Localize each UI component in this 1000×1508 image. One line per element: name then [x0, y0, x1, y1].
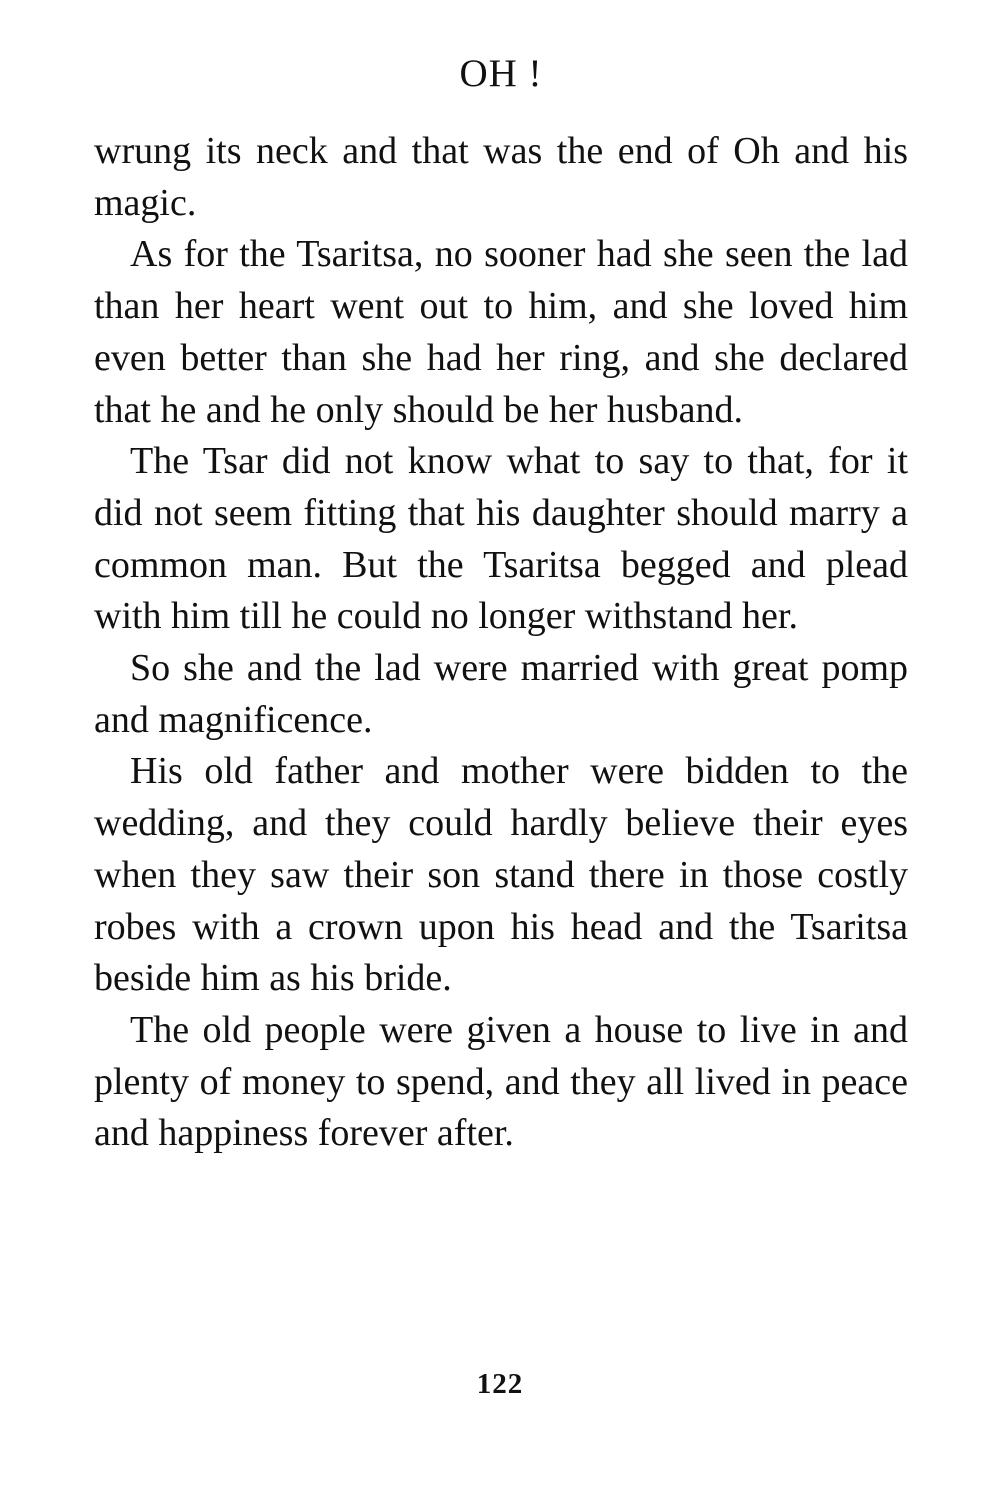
paragraph: So she and the lad were married with great pomp and magnificence.	[94, 647, 908, 741]
paragraph: The old people were given a house to live in and plenty of money to spend, and they all lived in peace and happiness forever after.	[94, 1008, 908, 1155]
paragraph-continued: wrung its neck and that was the end of Oh and his magic.	[94, 130, 908, 224]
paragraph: As for the Tsaritsa, no sooner had she seen the lad than her heart went out to him, and she loved him even better than she had her ring, and she declared that he and he only should be her husband.	[94, 233, 908, 431]
page-number: 122	[476, 1368, 524, 1400]
body-text	[94, 126, 908, 1160]
book-page	[94, 48, 908, 1160]
running-head: OH !	[459, 52, 543, 95]
paragraph: The Tsar did not know what to say to that, for it did not seem fitting that his daughter should marry a common man. But the Tsaritsa begged and plead with him till he could no longer withstand her.	[94, 440, 908, 638]
paragraph: His old father and mother were bidden to the wedding, and they could hardly believe their eyes when they saw their son stand there in those costly robes with a crown upon his head and the Tsaritsa beside him as his bride.	[94, 750, 908, 1000]
